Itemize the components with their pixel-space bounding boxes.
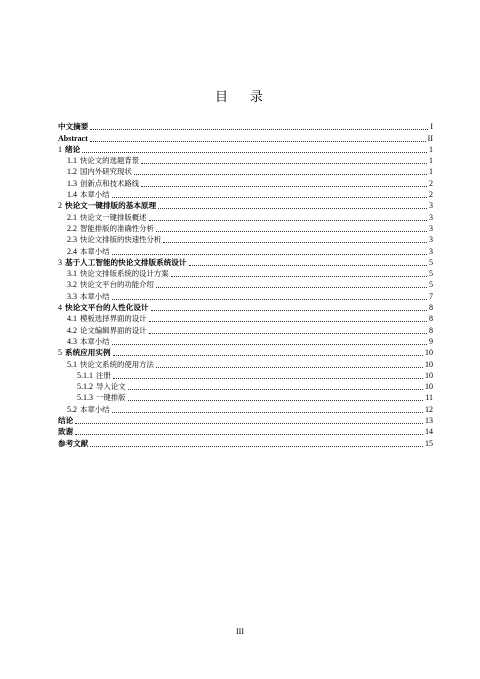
toc-entry[interactable] (58, 245, 433, 256)
toc-entry-text: 快论文排版系统的设计方案 (80, 269, 169, 279)
toc-entry-page: II (427, 133, 433, 143)
toc-entry-number: 1.2 (67, 167, 77, 177)
toc-entry-label (58, 427, 73, 437)
toc-entry-text: 本章小结 (80, 291, 110, 301)
dot-leader (156, 367, 423, 368)
toc-entry-page: 10 (425, 382, 433, 392)
dot-leader (112, 344, 427, 345)
toc-entry-page: 1 (429, 144, 433, 154)
toc-entry-text: 参考文献 (58, 438, 89, 448)
toc-entry-text: 致谢 (58, 427, 74, 437)
toc-entry-text: 智能排版的准确性分析 (80, 223, 154, 233)
toc-entry-page: 15 (425, 438, 433, 448)
toc-entry-label (67, 337, 110, 347)
toc-entry-label (67, 179, 139, 189)
toc-entry-number: 5.1.3 (77, 393, 93, 403)
toc-entry-label (58, 134, 88, 144)
toc-entry-page: 3 (429, 201, 433, 211)
toc-entry-number: 5.1.1 (77, 370, 93, 380)
toc-entry[interactable] (58, 144, 433, 155)
toc-entry-page: 5 (429, 280, 433, 290)
toc-entry-number: 5.2 (67, 404, 77, 414)
toc-entry-page: 5 (429, 257, 433, 267)
toc-entry[interactable] (58, 121, 433, 132)
toc-entry-page: 3 (429, 246, 433, 256)
dot-leader (112, 299, 427, 300)
toc-entry-page: 2 (429, 190, 433, 200)
toc-entry[interactable] (58, 223, 433, 234)
toc-entry[interactable] (58, 211, 433, 222)
toc-entry-page: 14 (425, 427, 433, 437)
title-char-right: 录 (250, 90, 266, 105)
toc-entry-page: 1 (429, 167, 433, 177)
toc-entry-number: 3.2 (67, 280, 77, 290)
toc-entry-number: 4.3 (67, 336, 77, 346)
toc-entry-number: 4 (58, 303, 62, 313)
toc-entry[interactable] (58, 257, 433, 268)
toc-entry-text: 结论 (58, 416, 74, 426)
title-char-left: 目 (214, 90, 230, 105)
dot-leader (141, 186, 427, 187)
toc-entry-label (77, 371, 111, 381)
toc-entry-number: 4.1 (67, 314, 77, 324)
dot-leader (134, 174, 427, 175)
toc-entry[interactable] (58, 370, 433, 381)
toc-entry[interactable] (58, 155, 433, 166)
toc-entry-number: 3.3 (67, 291, 77, 301)
dot-leader (90, 129, 428, 130)
toc-entry[interactable] (58, 132, 433, 143)
dot-leader (163, 242, 427, 243)
toc-entry[interactable] (58, 437, 433, 448)
toc-entry[interactable] (58, 234, 433, 245)
dot-leader (171, 276, 427, 277)
dot-leader (149, 220, 427, 221)
toc-entry-number: 3 (58, 257, 62, 267)
toc-entry-text: 一键排版 (96, 393, 126, 403)
toc-entry-page: 10 (425, 370, 433, 380)
toc-entry-page: 3 (429, 235, 433, 245)
dot-leader (75, 423, 423, 424)
toc-entry-number: 2 (58, 201, 62, 211)
toc-entry-text: 模板选择界面的设计 (80, 314, 147, 324)
toc-entry-text: 创新点和技术路线 (80, 178, 140, 188)
toc-entry-number: 1.1 (67, 156, 77, 166)
dot-leader (75, 434, 423, 435)
toc-entry-label (58, 201, 156, 211)
dot-leader (112, 254, 427, 255)
toc-entry-label (67, 292, 110, 302)
toc-entry-text: Abstract (58, 133, 88, 143)
toc-entry-page: 9 (429, 336, 433, 346)
toc-entry-text: 快论文平台的人性化设计 (65, 303, 149, 313)
toc-entry-label (58, 145, 80, 155)
dot-leader (112, 412, 423, 413)
toc-entry-text: 快论文一键排版的基本原理 (65, 201, 157, 211)
toc-entry-label (58, 416, 73, 426)
toc-entry-label (58, 439, 88, 449)
toc-entry-label (58, 303, 149, 313)
toc-entry-page: I (430, 122, 433, 132)
table-of-contents (58, 121, 433, 449)
toc-entry-number: 3.1 (67, 269, 77, 279)
dot-leader (149, 321, 427, 322)
dot-leader (158, 208, 427, 209)
page-number-footer: III (236, 627, 244, 636)
toc-entry-number: 2.2 (67, 223, 77, 233)
toc-entry[interactable] (58, 290, 433, 301)
toc-entry[interactable] (58, 324, 433, 335)
toc-entry-number: 1.4 (67, 190, 77, 200)
dot-leader (82, 152, 427, 153)
toc-entry[interactable] (58, 358, 433, 369)
toc-entry[interactable] (58, 302, 433, 313)
toc-entry-number: 5.1 (67, 359, 77, 369)
toc-entry-page: 3 (429, 212, 433, 222)
toc-entry-text: 本章小结 (80, 246, 110, 256)
toc-entry-page: 12 (425, 404, 433, 414)
toc-entry-label (58, 122, 88, 132)
dot-leader (113, 355, 423, 356)
toc-entry[interactable] (58, 403, 433, 414)
toc-entry-label (77, 393, 126, 403)
toc-entry-text: 本章小结 (80, 190, 110, 200)
toc-entry-label (67, 269, 169, 279)
toc-entry-label (58, 258, 187, 268)
toc-entry-label (67, 326, 147, 336)
toc-entry[interactable] (58, 392, 433, 403)
toc-entry-text: 本章小结 (80, 336, 110, 346)
toc-entry[interactable] (58, 415, 433, 426)
toc-entry-label (67, 156, 139, 166)
toc-entry-number: 1.3 (67, 178, 77, 188)
toc-entry[interactable] (58, 166, 433, 177)
toc-entry-text: 快论文系统的使用方法 (80, 359, 154, 369)
toc-entry-label (67, 280, 154, 290)
toc-entry-page: 7 (429, 291, 433, 301)
toc-entry-text: 快论文的选题背景 (80, 156, 140, 166)
toc-entry-label (67, 360, 154, 370)
toc-entry-text: 系统应用实例 (65, 348, 111, 358)
toc-entry[interactable] (58, 381, 433, 392)
dot-leader (156, 231, 427, 232)
toc-entry-number: 5.1.2 (77, 382, 93, 392)
dot-leader (112, 197, 427, 198)
toc-entry[interactable] (58, 313, 433, 324)
toc-entry-label (67, 224, 154, 234)
toc-entry-page: 13 (425, 416, 433, 426)
toc-entry-label (67, 213, 147, 223)
toc-entry-label (67, 247, 110, 257)
toc-entry-text: 快论文一键排版概述 (80, 212, 147, 222)
toc-entry[interactable] (58, 336, 433, 347)
toc-entry-number: 2.3 (67, 235, 77, 245)
dot-leader (141, 163, 427, 164)
dot-leader (113, 378, 423, 379)
toc-entry-number: 1 (58, 144, 62, 154)
toc-entry-label (67, 190, 110, 200)
toc-entry-page: 2 (429, 178, 433, 188)
toc-entry-text: 绪论 (65, 144, 81, 154)
toc-entry-page: 10 (425, 359, 433, 369)
toc-entry-label (67, 167, 132, 177)
toc-entry-text: 基于人工智能的快论文排版系统设计 (65, 257, 187, 267)
dot-leader (151, 310, 427, 311)
toc-entry[interactable] (58, 268, 433, 279)
toc-entry[interactable] (58, 177, 433, 188)
dot-leader (189, 265, 428, 266)
toc-entry[interactable] (58, 200, 433, 211)
dot-leader (149, 333, 427, 334)
toc-entry-page: 5 (429, 269, 433, 279)
toc-entry-label (67, 314, 147, 324)
dot-leader (90, 446, 423, 447)
toc-entry-number: 2.1 (67, 212, 77, 222)
toc-entry[interactable] (58, 279, 433, 290)
toc-entry-page: 8 (429, 325, 433, 335)
toc-entry-label (77, 382, 126, 392)
dot-leader (156, 287, 427, 288)
toc-entry-page: 3 (429, 223, 433, 233)
toc-entry-number: 5 (58, 348, 62, 358)
toc-entry-text: 论文编辑界面的设计 (80, 325, 147, 335)
toc-entry-page: 10 (425, 348, 433, 358)
toc-entry-text: 国内外研究现状 (80, 167, 132, 177)
toc-entry-text: 快论文平台的功能介绍 (80, 280, 154, 290)
dot-leader (128, 389, 423, 390)
dot-leader (128, 400, 424, 401)
toc-entry-label (67, 235, 161, 245)
page-title (0, 86, 480, 105)
toc-entry-page: 8 (429, 314, 433, 324)
toc-entry-page: 1 (429, 156, 433, 166)
toc-entry-text: 导入论文 (96, 382, 126, 392)
dot-leader (90, 141, 426, 142)
toc-entry-page: 8 (429, 303, 433, 313)
toc-entry-page: 11 (425, 393, 433, 403)
toc-entry-number: 2.4 (67, 246, 77, 256)
toc-entry-text: 快论文排版的快速性分析 (80, 235, 162, 245)
toc-entry-text: 中文摘要 (58, 122, 89, 132)
toc-entry[interactable] (58, 189, 433, 200)
toc-entry[interactable] (58, 347, 433, 358)
toc-entry-label (67, 405, 110, 415)
toc-entry-number: 4.2 (67, 325, 77, 335)
toc-entry[interactable] (58, 426, 433, 437)
toc-entry-label (58, 348, 111, 358)
toc-entry-text: 注册 (96, 370, 111, 380)
toc-entry-text: 本章小结 (80, 404, 110, 414)
